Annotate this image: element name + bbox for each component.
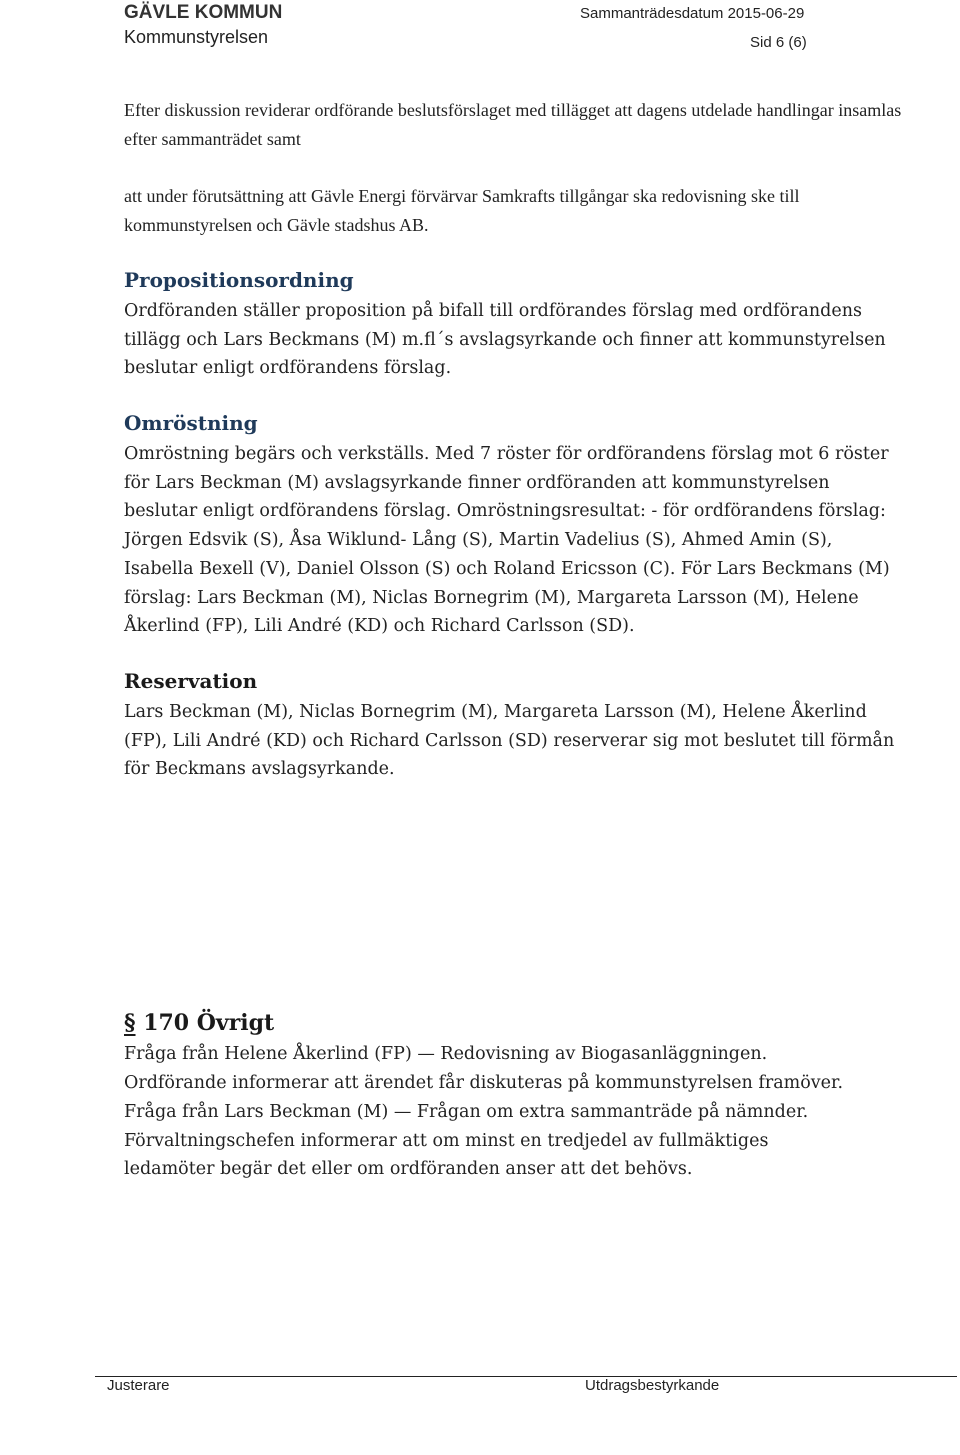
intro-paragraph-2: att under förutsättning att Gävle Energi förvärvar Samkrafts tillgångar ska redovisning ske till kommunstyrelsen och Gävle stadshus AB. <box>124 186 800 235</box>
ovrigt-paragraph-2: Fråga från Lars Beckman (M) — Frågan om extra sammanträde på nämnder. Förvaltningschefen informerar att om minst en tredjedel av fullmäktiges ledamöter begär det eller om ordföranden anser att det behövs. <box>124 1102 809 1180</box>
footer-divider <box>95 1376 957 1377</box>
committee-name: Kommunstyrelsen <box>124 27 269 47</box>
meeting-date: Sammanträdesdatum 2015-06-29 <box>580 5 805 22</box>
propositionsordning-text: Ordföranden ställer proposition på bifall till ordförandes förslag med ordförandens tillägg och Lars Beckmans (M) m.fl´s avslagsyrkande och finner att kommunstyrelsen beslutar enligt ordförandens förslag. <box>124 301 886 379</box>
organization-name: GÄVLE KOMMUN <box>124 2 283 23</box>
page-number: Sid 6 (6) <box>750 34 807 51</box>
ovrigt-heading-text: 170 Övrigt <box>143 1010 275 1036</box>
omrostning-heading: Omröstning <box>124 411 258 435</box>
intro-paragraph-1: Efter diskussion reviderar ordförande beslutsförslaget med tillägget att dagens utdelade handlingar insamlas efter sammanträdet samt <box>124 100 902 149</box>
ovrigt-heading <box>124 1010 274 1036</box>
reservation-text: Lars Beckman (M), Niclas Bornegrim (M), Margareta Larsson (M), Helene Åkerlind (FP), Lili André (KD) och Richard Carlsson (SD) reserverar sig mot beslutet till förmån för Beckmans avslagsyrkande. <box>124 702 895 780</box>
footer-utdragsbestyrkande: Utdragsbestyrkande <box>585 1377 720 1394</box>
footer-justerare: Justerare <box>107 1377 170 1394</box>
section-marker: § <box>124 1010 136 1036</box>
omrostning-text: Omröstning begärs och verkställs. Med 7 röster för ordförandens förslag mot 6 röster för Lars Beckman (M) avslagsyrkande finner ordföranden att kommunstyrelsen beslutar enligt ordförandens förslag. Omröstningsresultat: - för ordförandens förslag: Jörgen Edsvik (S), Åsa Wiklund- Lång (S), Martin Vadelius (S), Ahmed Amin (S), Isabella Bexell (V), Daniel Olsson (S) och Roland Ericsson (C). För Lars Beckmans (M) förslag: Lars Beckman (M), Niclas Bornegrim (M), Margareta Larsson (M), Helene Åkerlind (FP), Lili André (KD) och Richard Carlsson (SD). <box>124 444 890 637</box>
reservation-heading: Reservation <box>124 669 258 693</box>
ovrigt-paragraph-1: Fråga från Helene Åkerlind (FP) — Redovisning av Biogasanläggningen. Ordförande informerar att ärendet får diskuteras på kommunstyrelsen framöver. <box>124 1044 844 1093</box>
propositionsordning-heading: Propositionsordning <box>124 268 354 292</box>
